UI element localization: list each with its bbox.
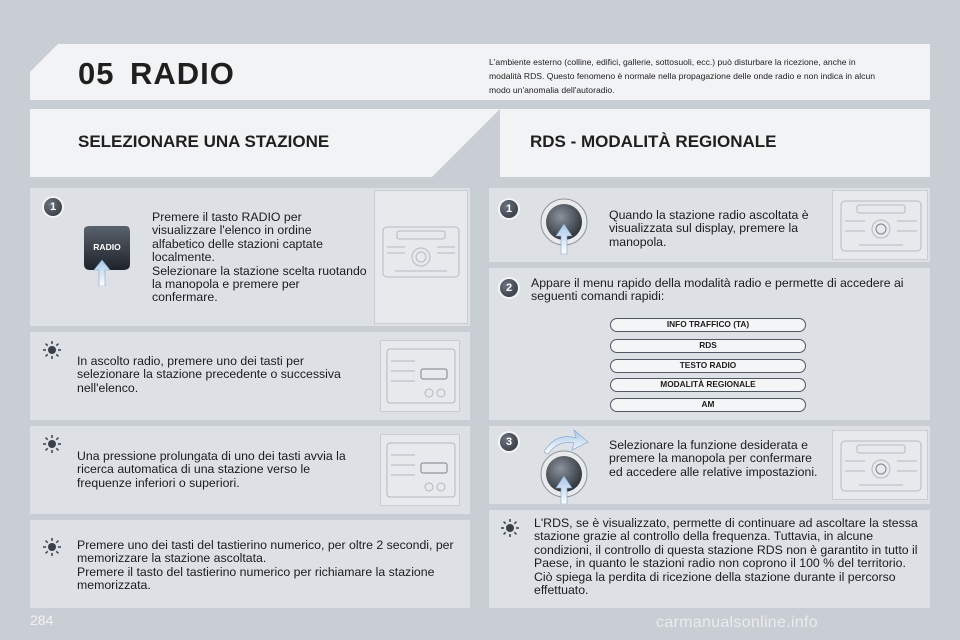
step-badge: 2 xyxy=(500,279,518,297)
right-step1-text: Quando la stazione radio ascoltata è visualizzata sul display, premere la manopola. xyxy=(609,208,809,249)
knob-icon xyxy=(540,196,588,258)
menu-item-testo-radio[interactable]: TESTO RADIO xyxy=(610,359,806,373)
right-section-title: RDS - MODALITÀ REGIONALE xyxy=(530,132,777,151)
lightbulb-icon xyxy=(42,340,62,360)
section-divider xyxy=(432,109,500,177)
lightbulb-icon xyxy=(42,434,62,454)
lightbulb-icon xyxy=(500,518,520,538)
rotate-knob-icon xyxy=(538,428,594,504)
chapter-title: RADIO xyxy=(130,56,235,91)
page-number: 284 xyxy=(30,612,54,628)
header-notch xyxy=(30,44,58,72)
right-step3-text: Selezionare la funzione desiderata e premere la manopola per confermare ed accedere alle relative impostazioni. xyxy=(609,438,818,479)
menu-item-modalita-regionale[interactable]: MODALITÀ REGIONALE xyxy=(610,378,806,392)
left-step1-text: Premere il tasto RADIO per visualizzare l'elenco in ordine alfabetico delle stazioni captate localmente. Selezionare la stazione scelta ruotando la manopola e premere per confermare. xyxy=(152,210,367,305)
menu-item-info-traffico[interactable]: INFO TRAFFICO (TA) xyxy=(610,318,806,332)
menu-item-am[interactable]: AM xyxy=(610,398,806,412)
left-tip1-text: In ascolto radio, premere uno dei tasti per selezionare la stazione precedente o successiva nell'elenco. xyxy=(77,354,341,395)
left-tip2-text: Una pressione prolungata di uno dei tasti avvia la ricerca automatica di una stazione verso le frequenze inferiori o superiori. xyxy=(77,449,346,490)
step-badge: 1 xyxy=(500,200,518,218)
step-badge: 1 xyxy=(44,198,62,216)
console-illustration xyxy=(832,430,928,500)
console-illustration xyxy=(380,340,460,412)
menu-item-rds[interactable]: RDS xyxy=(610,339,806,353)
left-section-title: SELEZIONARE UNA STAZIONE xyxy=(78,132,330,151)
chapter-number: 05 xyxy=(78,56,115,91)
left-tip3-text: Premere uno dei tasti del tastierino numerico, per oltre 2 secondi, per memorizzare la stazione ascoltata. Premere il tasto del tastierino numerico per richiamare la stazione memorizzata. xyxy=(77,538,454,593)
header-note: L'ambiente esterno (colline, edifici, gallerie, sottosuoli, ecc.) può disturbare la ricezione, anche in modalità RDS. Questo fenomeno è normale nella propagazione delle onde radio e non indica in alcun modo un'anomalia dell'autoradio. xyxy=(489,57,876,95)
console-illustration xyxy=(374,190,468,324)
right-tip-text: L'RDS, se è visualizzato, permette di continuare ad ascoltare la stessa stazione grazie al controllo della frequenza. Tuttavia, in alcune condizioni, il controllo di questa stazione RDS non è garantito in tutto il Paese, in quanto le stazioni radio non coprono il 100 % del territorio. Ciò spiega la perdita di ricezione della stazione durante il percorso effettuato. xyxy=(534,516,918,598)
watermark: carmanualsonline.info xyxy=(656,614,818,631)
console-illustration xyxy=(380,434,460,506)
console-illustration xyxy=(832,190,928,260)
step-badge: 3 xyxy=(500,433,518,451)
radio-button-icon xyxy=(80,224,130,270)
radio-button-label: RADIO xyxy=(93,242,121,252)
right-step2-text: Appare il menu rapido della modalità radio e permette di accedere ai seguenti comandi rapidi: xyxy=(531,276,904,304)
lightbulb-icon xyxy=(42,537,62,557)
